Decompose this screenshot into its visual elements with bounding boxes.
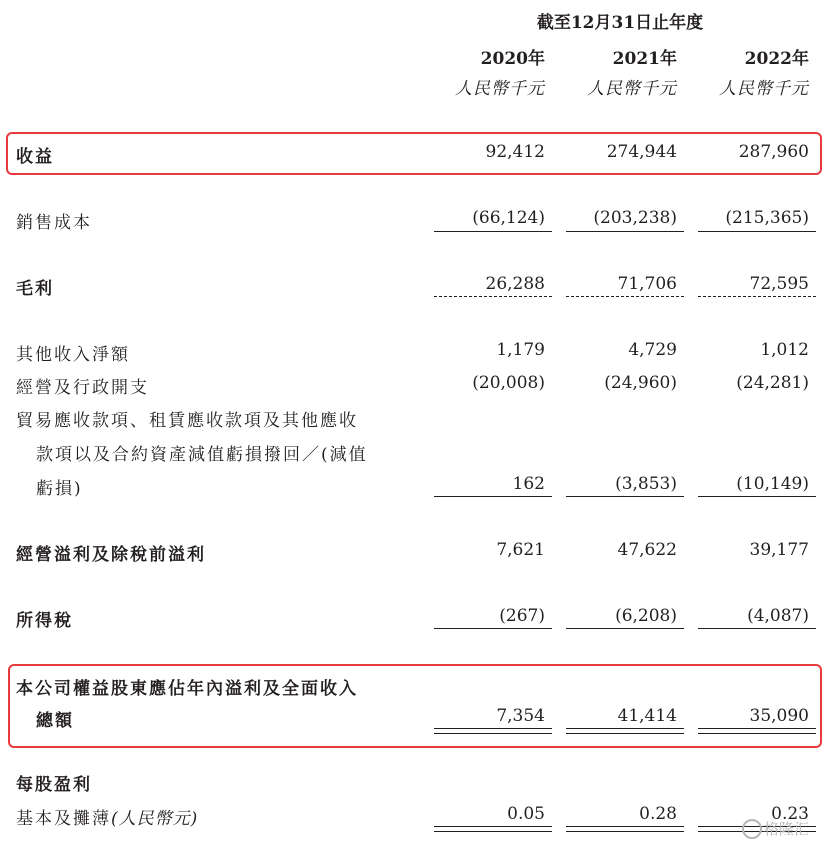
double-underline-top bbox=[434, 728, 552, 729]
dashed-underline bbox=[434, 296, 552, 297]
operating-profit-2022: 39,177 bbox=[749, 540, 809, 560]
other-income-label: 其他收入淨額 bbox=[16, 345, 130, 365]
double-underline-top bbox=[434, 826, 552, 827]
eps-basic-label bbox=[16, 804, 198, 829]
impairment-2021: (3,853) bbox=[615, 474, 677, 494]
gross-profit-2022: 72,595 bbox=[749, 274, 809, 294]
watermark-text: 格隆汇 bbox=[764, 820, 810, 838]
underline bbox=[698, 496, 816, 497]
gross-profit-2020: 26,288 bbox=[485, 274, 545, 294]
underline bbox=[434, 231, 552, 232]
year-header-2021: 2021年 bbox=[612, 49, 677, 69]
underline bbox=[566, 231, 684, 232]
year-header-2020: 2020年 bbox=[480, 49, 545, 69]
other-income-2020: 1,179 bbox=[496, 340, 545, 360]
impairment-label-line2: 款項以及合約資產減值虧損撥回／(減值 bbox=[36, 445, 368, 465]
total-comprehensive-2021: 41,414 bbox=[617, 706, 677, 726]
other-income-2021: 4,729 bbox=[628, 340, 677, 360]
revenue-highlight-box bbox=[6, 132, 822, 175]
income-tax-label: 所得稅 bbox=[16, 611, 73, 631]
revenue-2022: 287,960 bbox=[738, 142, 809, 162]
eps-basic-2020: 0.05 bbox=[507, 804, 545, 824]
total-comprehensive-label-line2: 總額 bbox=[36, 711, 74, 731]
year-header-2022: 2022年 bbox=[744, 49, 809, 69]
revenue-2020: 92,412 bbox=[485, 142, 545, 162]
unit-header-2022: 人民幣千元 bbox=[719, 79, 809, 99]
double-underline-top bbox=[566, 728, 684, 729]
underline bbox=[434, 628, 552, 629]
impairment-label-line3: 虧損) bbox=[36, 479, 83, 499]
underline bbox=[698, 231, 816, 232]
underline bbox=[566, 628, 684, 629]
cost-of-sales-2022: (215,365) bbox=[725, 208, 809, 228]
underline bbox=[698, 628, 816, 629]
underline bbox=[566, 496, 684, 497]
eps-basic-2022: 0.23 bbox=[771, 804, 809, 824]
income-tax-2021: (6,208) bbox=[615, 606, 677, 626]
dashed-underline bbox=[698, 296, 816, 297]
operating-profit-2020: 7,621 bbox=[496, 540, 545, 560]
admin-expenses-2021: (24,960) bbox=[604, 373, 677, 393]
revenue-2021: 274,944 bbox=[606, 142, 677, 162]
watermark-icon bbox=[742, 819, 762, 839]
admin-expenses-2020: (20,008) bbox=[472, 373, 545, 393]
cost-of-sales-label: 銷售成本 bbox=[16, 213, 92, 233]
watermark-logo bbox=[742, 818, 809, 839]
unit-header-2021: 人民幣千元 bbox=[587, 79, 677, 99]
cost-of-sales-2020: (66,124) bbox=[472, 208, 545, 228]
double-underline-bottom bbox=[698, 733, 816, 734]
double-underline-bottom bbox=[434, 831, 552, 832]
eps-title: 每股盈利 bbox=[16, 775, 92, 795]
total-comprehensive-2022: 35,090 bbox=[749, 706, 809, 726]
other-income-2022: 1,012 bbox=[760, 340, 809, 360]
admin-expenses-label: 經營及行政開支 bbox=[16, 378, 149, 398]
total-comprehensive-2020: 7,354 bbox=[496, 706, 545, 726]
gross-profit-label: 毛利 bbox=[16, 279, 54, 299]
cost-of-sales-2021: (203,238) bbox=[593, 208, 677, 228]
double-underline-top bbox=[566, 826, 684, 827]
double-underline-top bbox=[698, 728, 816, 729]
double-underline-bottom bbox=[434, 733, 552, 734]
income-tax-2022: (4,087) bbox=[747, 606, 809, 626]
double-underline-bottom bbox=[566, 733, 684, 734]
impairment-2020: 162 bbox=[512, 474, 545, 494]
income-tax-2020: (267) bbox=[499, 606, 545, 626]
eps-basic-label-unit: (人民幣元) bbox=[111, 809, 199, 829]
operating-profit-2021: 47,622 bbox=[617, 540, 677, 560]
double-underline-bottom bbox=[566, 831, 684, 832]
admin-expenses-2022: (24,281) bbox=[736, 373, 809, 393]
eps-basic-2021: 0.28 bbox=[639, 804, 677, 824]
gross-profit-2021: 71,706 bbox=[617, 274, 677, 294]
dashed-underline bbox=[566, 296, 684, 297]
unit-header-2020: 人民幣千元 bbox=[455, 79, 545, 99]
impairment-label-line1: 貿易應收款項、租賃應收款項及其他應收 bbox=[16, 411, 358, 431]
operating-profit-label: 經營溢利及除稅前溢利 bbox=[16, 545, 206, 565]
total-comprehensive-label-line1: 本公司權益股東應佔年內溢利及全面收入 bbox=[16, 679, 358, 699]
revenue-label: 收益 bbox=[16, 147, 54, 167]
impairment-2022: (10,149) bbox=[736, 474, 809, 494]
eps-basic-label-text: 基本及攤薄 bbox=[16, 809, 111, 829]
underline bbox=[434, 496, 552, 497]
period-header: 截至12月31日止年度 bbox=[536, 13, 704, 33]
